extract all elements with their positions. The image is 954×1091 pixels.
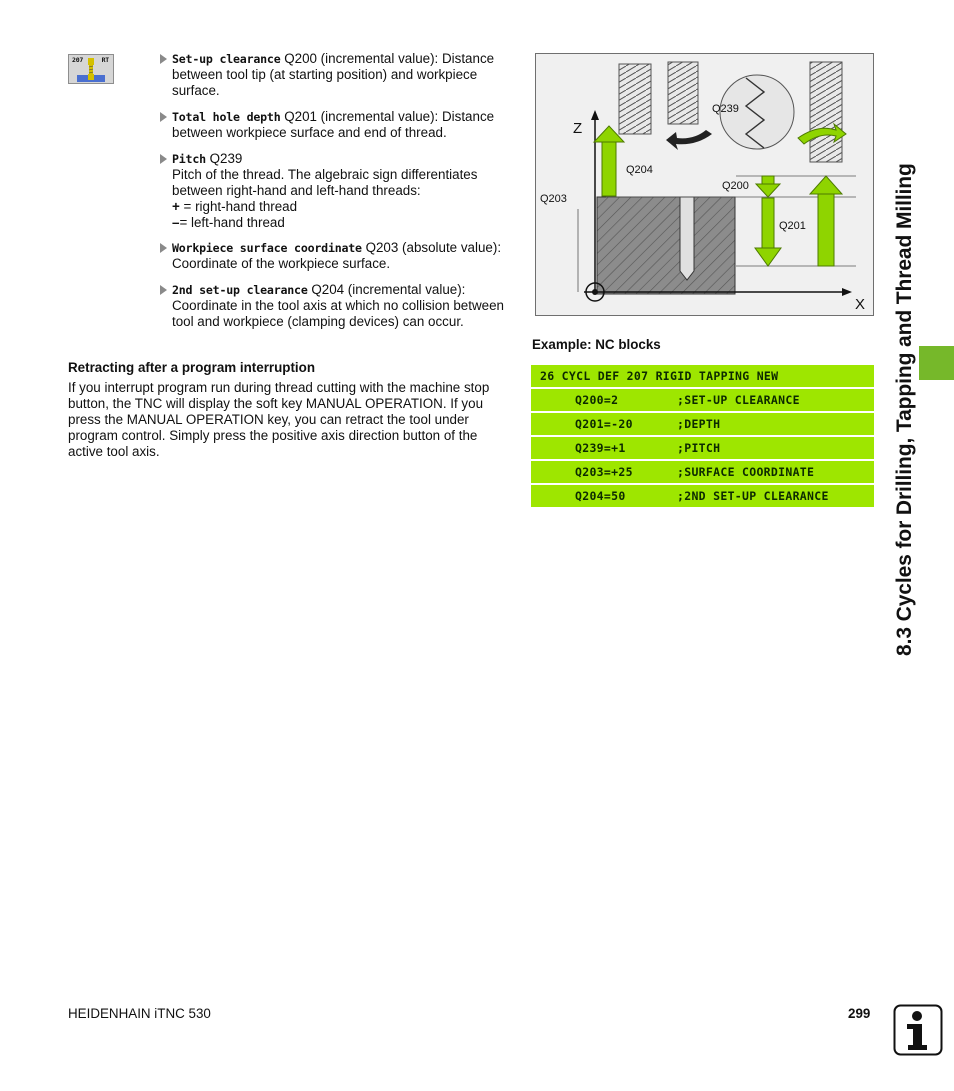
param-text: Q204 (incremental value): Coordinate in the tool axis at which no collision between tool and workpiece (clamping devices) can occur. [172,282,504,329]
param-keyword: Set-up clearance [172,52,281,66]
param-pitch [160,151,515,231]
chapter-tab-marker [919,346,954,380]
nc-comment: ;SET-UP CLEARANCE [677,393,800,407]
tapped-hole [680,197,694,280]
param-keyword: Total hole depth [172,110,281,124]
param-setup-clearance [160,51,515,99]
nc-code: 26 CYCL DEF 207 RIGID TAPPING NEW [540,369,779,383]
nc-row [531,389,874,411]
triangle-bullet-icon [160,112,167,122]
plus-symbol: + [172,199,180,214]
nc-code: Q204=50 [575,489,626,503]
q200-arrow [756,176,780,197]
rigid-tapping-diagram [535,53,874,316]
nc-row [531,461,874,483]
param-text: Q200 (incremental value): Distance between tool tip (at starting position) and workpiece surface. [172,51,495,98]
retract-paragraph: If you interrupt program run during thread cutting with the machine stop button, the TNC will display the soft key MANUAL OPERATION. If you press the MANUAL OPERATION key, you can retract the tool under program control. Simply press the positive axis direction button of the active tool axis. [68,380,490,459]
nc-row [531,365,874,387]
rotation-arrow [666,130,712,150]
param-text: Q239 [205,151,243,166]
nc-code: Q201=-20 [575,417,633,431]
q204-arrow [594,126,624,196]
nc-row [531,485,874,507]
example-title: Example: NC blocks [532,337,661,352]
nc-code: Q203=+25 [575,465,633,479]
label-q203: Q203 [540,193,567,205]
nc-comment: ;PITCH [677,441,721,455]
nc-code: Q200=2 [575,393,619,407]
left-hand-text: = left-hand thread [179,215,285,230]
softkey-icon-207-rt [68,54,114,84]
tap-tool [619,64,651,134]
softkey-right-label: RT [101,56,109,64]
param-text: Q201 (incremental value): Distance between workpiece surface and end of thread. [172,109,495,140]
param-text: Q203 (absolute value): Coordinate of the workpiece surface. [172,240,502,271]
triangle-bullet-icon [160,54,167,64]
tap-tool [668,62,698,124]
param-keyword: 2nd set-up clearance [172,283,308,297]
triangle-bullet-icon [160,285,167,295]
info-icon [893,1004,943,1056]
retract-arrow [810,176,842,266]
axis-x-label: X [855,296,866,313]
z-axis-arrowhead [591,110,599,120]
page-number: 299 [848,1006,871,1021]
x-axis-arrowhead [842,288,852,296]
right-hand-text: = right-hand thread [179,199,298,214]
tap-tool-icon [69,55,115,85]
param-2nd-setup-clearance [160,282,515,330]
label-q239: Q239 [712,103,739,115]
section-title: Retracting after a program interruption [68,360,316,375]
triangle-bullet-icon [160,243,167,253]
nc-comment: ;DEPTH [677,417,721,431]
q201-arrow [755,198,781,266]
axis-z-label: Z [573,120,583,137]
nc-row [531,437,874,459]
label-q200: Q200 [722,180,749,192]
param-workpiece-surface [160,240,515,272]
minus-symbol: – [172,215,180,230]
nc-comment: ;SURFACE COORDINATE [677,465,815,479]
nc-block-table [531,365,874,509]
diagram-svg [536,54,874,316]
chapter-side-title: 8.3 Cycles for Drilling, Tapping and Thread Milling [893,163,916,656]
param-keyword: Workpiece surface coordinate [172,241,362,255]
label-q201: Q201 [779,220,806,232]
label-q204: Q204 [626,164,653,176]
nc-row [531,413,874,435]
nc-comment: ;2ND SET-UP CLEARANCE [677,489,829,503]
param-keyword: Pitch [172,152,206,166]
param-description: Pitch of the thread. The algebraic sign differentiates between right-hand and left-hand threads: [172,167,478,198]
workpiece [597,197,735,294]
softkey-left-label: 207 [72,56,84,64]
tap-tool [810,62,842,162]
param-total-hole-depth [160,109,515,141]
footer-product: HEIDENHAIN iTNC 530 [68,1006,211,1021]
nc-code: Q239=+1 [575,441,626,455]
triangle-bullet-icon [160,154,167,164]
